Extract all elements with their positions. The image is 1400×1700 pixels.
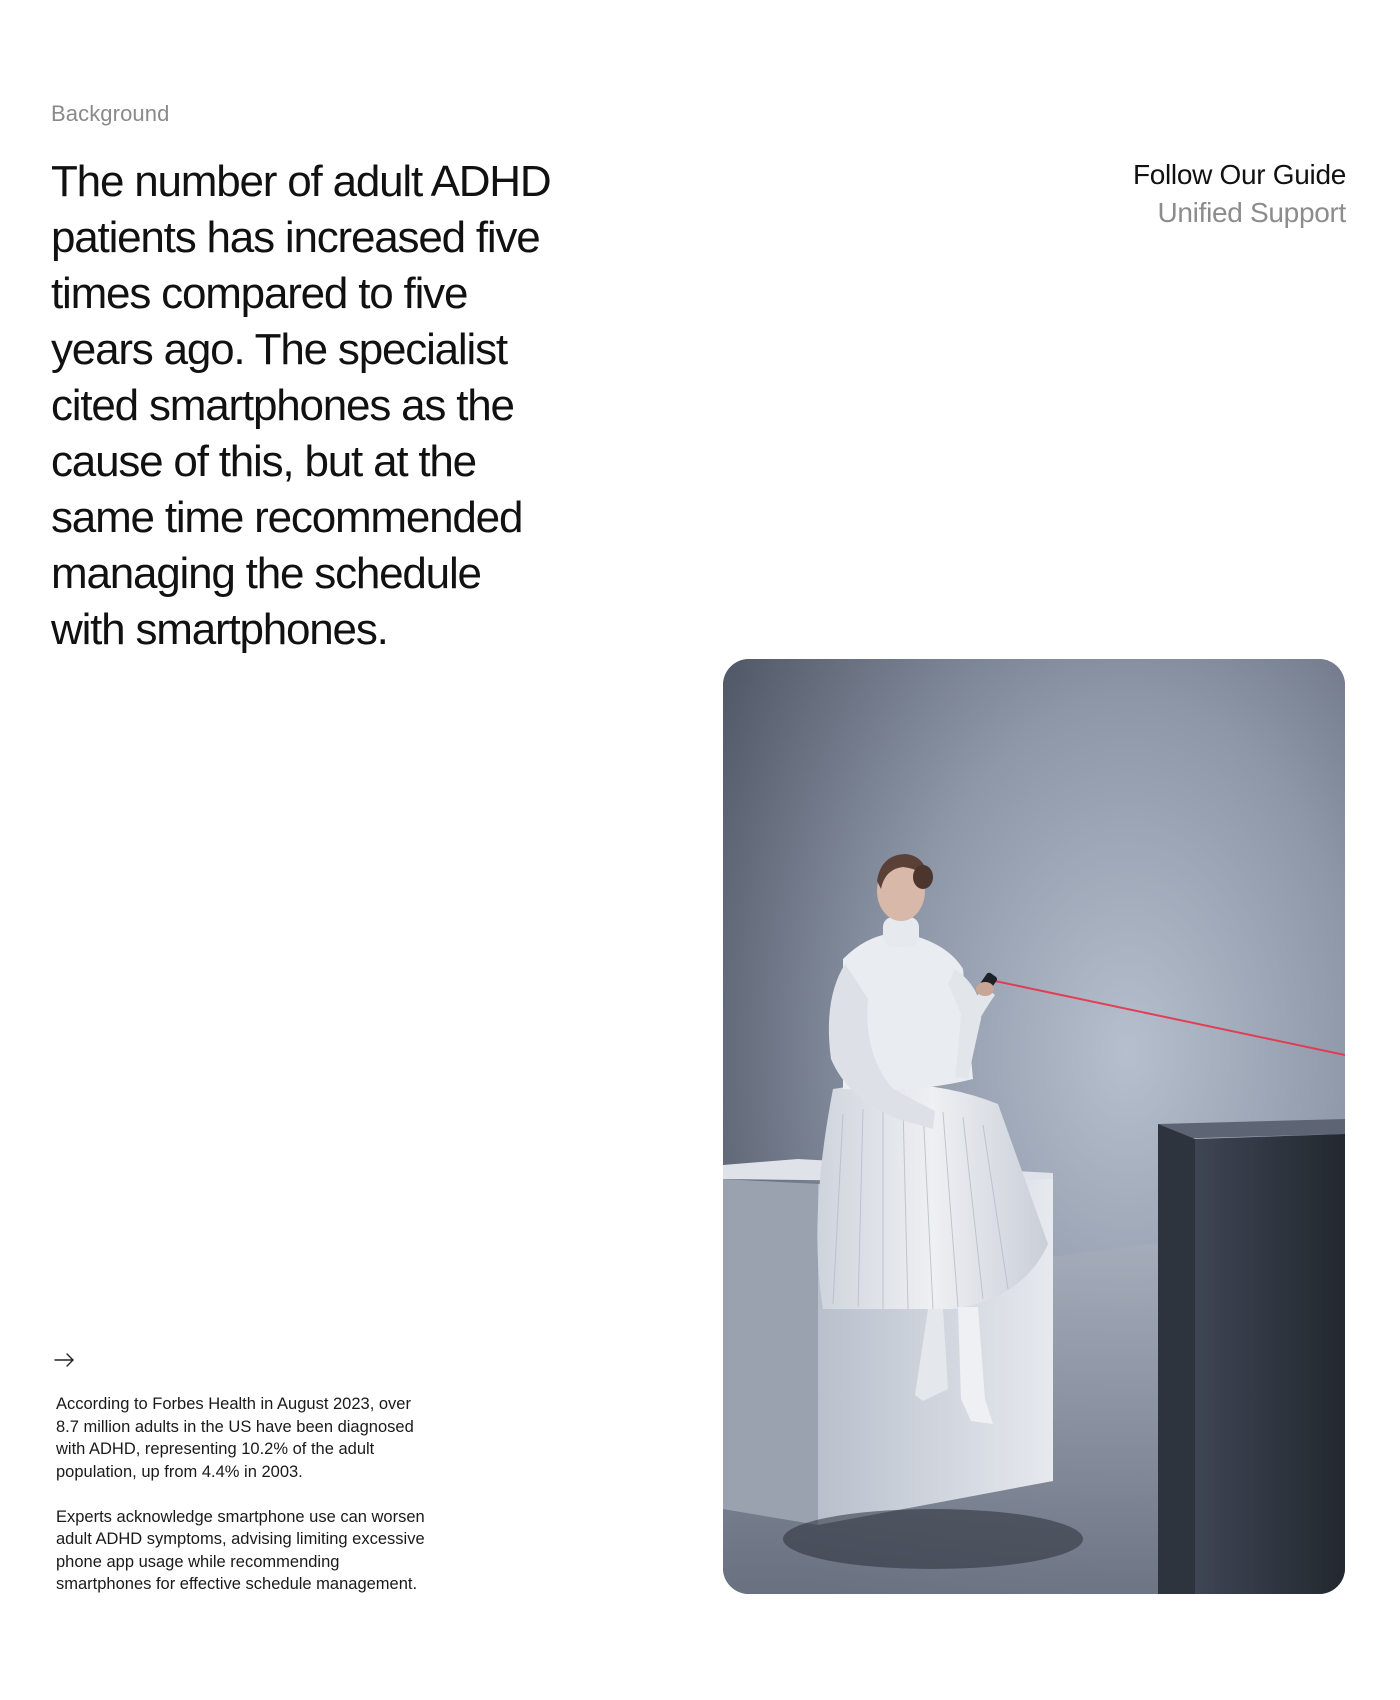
- cube-left-face: [723, 1179, 818, 1525]
- headline-line: patients has increased five: [51, 213, 540, 262]
- headline-line: years ago. The specialist: [51, 325, 507, 374]
- notes: [56, 1393, 476, 1618]
- headline-line: times compared to five: [51, 269, 468, 318]
- note-paragraph-forbes: [56, 1393, 476, 1483]
- guide-links: [1133, 156, 1346, 232]
- dark-block-side: [1195, 1134, 1345, 1594]
- note-line: with ADHD, representing 10.2% of the adult: [56, 1440, 375, 1458]
- dark-block-front: [1158, 1124, 1195, 1594]
- note-paragraph-experts: [56, 1506, 476, 1596]
- headline-line: with smartphones.: [51, 605, 388, 654]
- headline-line: managing the schedule: [51, 549, 481, 598]
- headline-line: cited smartphones as the: [51, 381, 514, 430]
- arrow-right-icon: [53, 1348, 77, 1372]
- headline-line: same time recommended: [51, 493, 523, 542]
- cube-shadow: [783, 1509, 1083, 1569]
- note-line: adult ADHD symptoms, advising limiting excessive: [56, 1530, 425, 1548]
- headline-line: The number of adult ADHD: [51, 157, 551, 206]
- figure-hand: [976, 982, 994, 996]
- note-line: Experts acknowledge smartphone use can worsen: [56, 1507, 425, 1526]
- note-line: phone app usage while recommending: [56, 1552, 340, 1571]
- headline-line: cause of this, but at the: [51, 437, 476, 486]
- section-label: Background: [51, 101, 170, 126]
- note-line: smartphones for effective schedule management.: [56, 1575, 418, 1593]
- note-line: population, up from 4.4% in 2003.: [56, 1462, 303, 1481]
- follow-guide-link[interactable]: Follow Our Guide: [1132, 159, 1346, 190]
- figure-turtleneck: [883, 917, 919, 947]
- photo-illustration: [723, 659, 1345, 1594]
- note-line: According to Forbes Health in August 2023, over: [56, 1395, 411, 1413]
- unified-support-link[interactable]: Unified Support: [1157, 197, 1346, 228]
- hero-photo: [723, 659, 1345, 1594]
- figure-hair-bun: [913, 865, 933, 889]
- headline: [51, 154, 651, 658]
- note-line: 8.7 million adults in the US have been diagnosed: [56, 1417, 414, 1436]
